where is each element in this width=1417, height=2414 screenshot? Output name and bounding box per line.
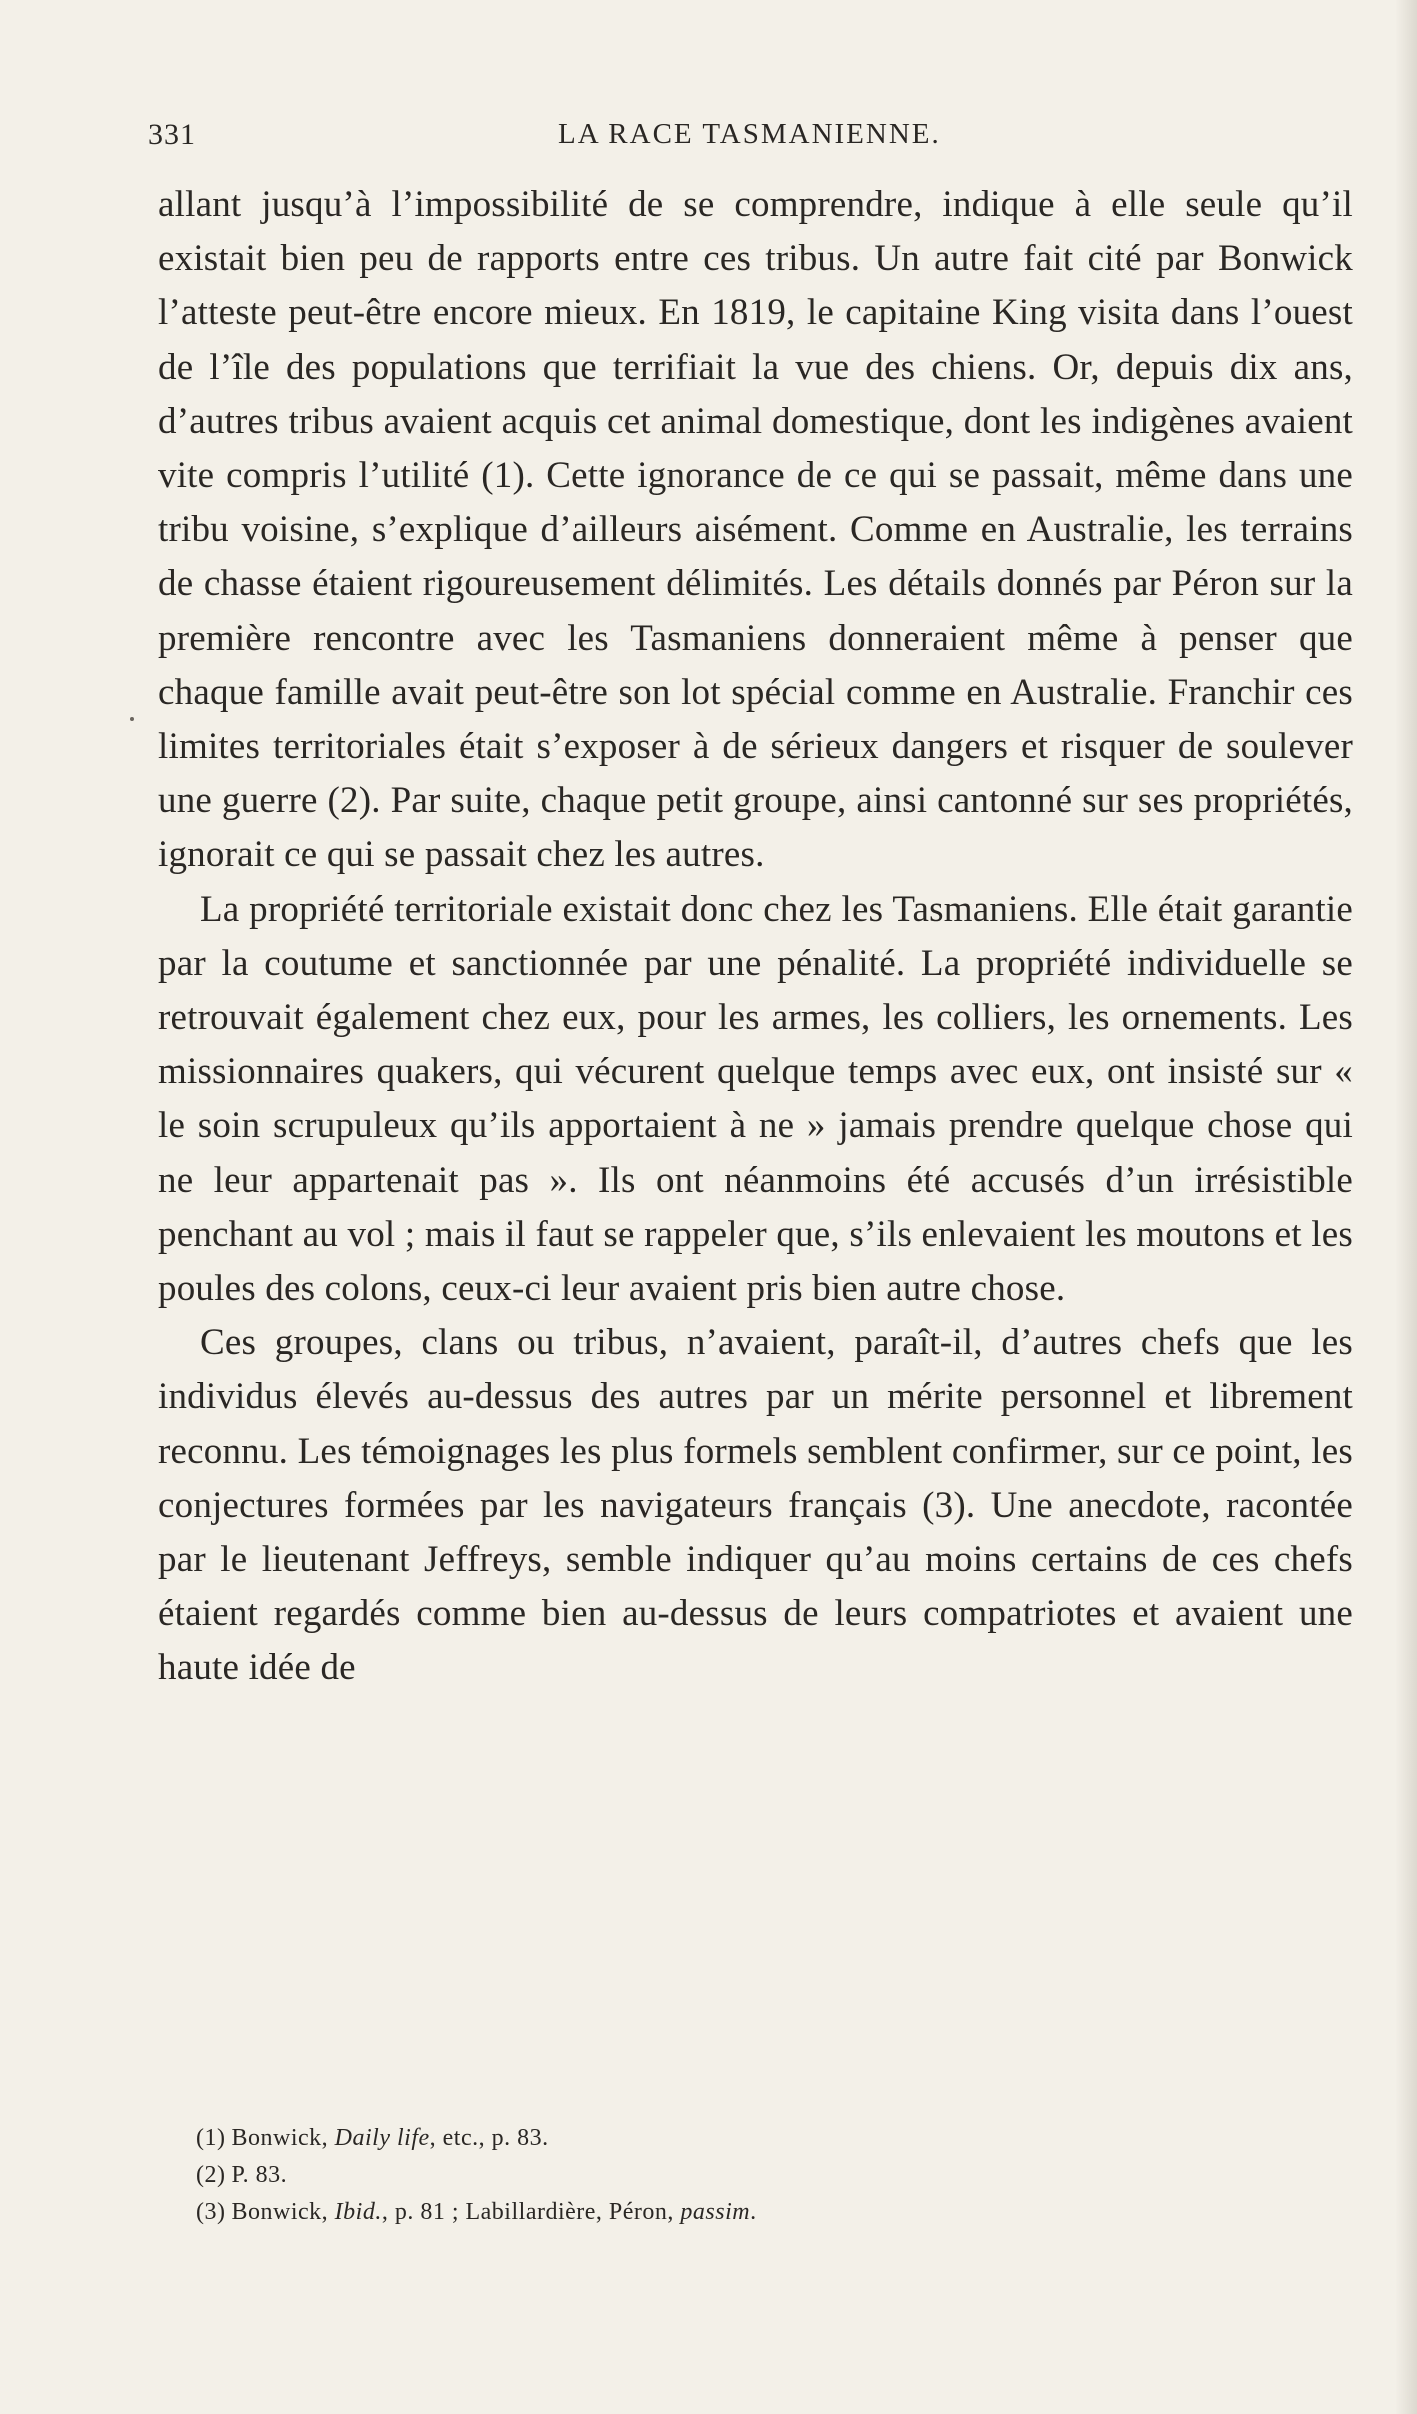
footnote-2 [196, 2157, 1296, 2194]
footnote-mark: (3) [196, 2199, 226, 2225]
footnote-text: , p. 81 ; Labillardière, Péron, [381, 2199, 681, 2225]
body-text [158, 178, 1353, 1696]
paragraph-2: La propriété territoriale existait donc chez les Tasmaniens. Elle était garantie par la coutume et sanctionnée par une pénalité. La propriété individuelle se retrouvait également chez eux, pour les armes, les colliers, les ornements. Les missionnaires quakers, qui vécurent quelque temps avec eux, ont insisté sur « le soin scrupuleux qu’ils apportaient à ne » jamais prendre quelque chose qui ne leur appartenait pas ». Ils ont néanmoins été accusés d’un irrésistible penchant au vol ; mais il faut se rappeler que, s’ils enlevaient les moutons et les poules des colons, ceux-ci leur avaient pris bien autre chose. [158, 888, 1353, 1310]
paragraph-1: allant jusqu’à l’impossibilité de se comprendre, indique à elle seule qu’il existait bien peu de rapports entre ces tribus. Un autre fait cité par Bonwick l’atteste peut-être encore mieux. En 1819, le capitaine King visita dans l’ouest de l’île des populations que terrifiait la vue des chiens. Or, depuis dix ans, d’autres tribus avaient acquis cet animal domestique, dont les indigènes avaient vite compris l’utilité (1). Cette ignorance de ce qui se passait, même dans une tribu voisine, s’explique d’ailleurs aisément. Comme en Australie, les terrains de chasse étaient rigoureusement délimités. Les détails donnés par Péron sur la première rencontre avec les Tasmaniens donneraient même à penser que chaque famille avait peut-être son lot spécial comme en Australie. Franchir ces limites territoriales était s’exposer à de sérieux dangers et risquer de soulever une guerre (2). Par suite, chaque petit groupe, ainsi cantonné sur ses propriétés, ignorait ce qui se passait chez les autres. [158, 184, 1353, 876]
footnote-text: Bonwick, [231, 2125, 335, 2151]
running-head: LA RACE TASMANIENNE. [558, 118, 941, 150]
footnote-mark: (1) [196, 2125, 226, 2151]
footnote-text: P. 83. [231, 2162, 288, 2188]
footnote-text: , etc., p. 83. [429, 2125, 549, 2151]
footnote-mark: (2) [196, 2162, 226, 2188]
footnotes [196, 2120, 1296, 2231]
margin-dot [130, 717, 134, 721]
footnote-1 [196, 2120, 1296, 2157]
paragraph-3: Ces groupes, clans ou tribus, n’avaient, paraît-il, d’autres chefs que les individus élevés au-dessus des autres par un mérite personnel et librement reconnu. Les témoignages les plus formels semblent confirmer, sur ce point, les conjectures formées par les navigateurs français (3). Une anecdote, racontée par le lieutenant Jeffreys, semble indiquer qu’au moins certains de ces chefs étaient regardés comme bien au-dessus de leurs compatriotes et avaient une haute idée de [158, 1322, 1353, 1689]
page-header [148, 118, 1348, 158]
footnote-text: Bonwick, [231, 2199, 335, 2225]
footnote-italic: Daily life [334, 2125, 430, 2151]
footnote-3 [196, 2194, 1296, 2231]
page-edge-shadow [1395, 0, 1417, 2414]
page-number: 331 [148, 118, 196, 151]
footnote-text: . [750, 2199, 757, 2225]
footnote-italic: Ibid. [334, 2199, 382, 2225]
footnote-italic: passim [680, 2199, 751, 2225]
